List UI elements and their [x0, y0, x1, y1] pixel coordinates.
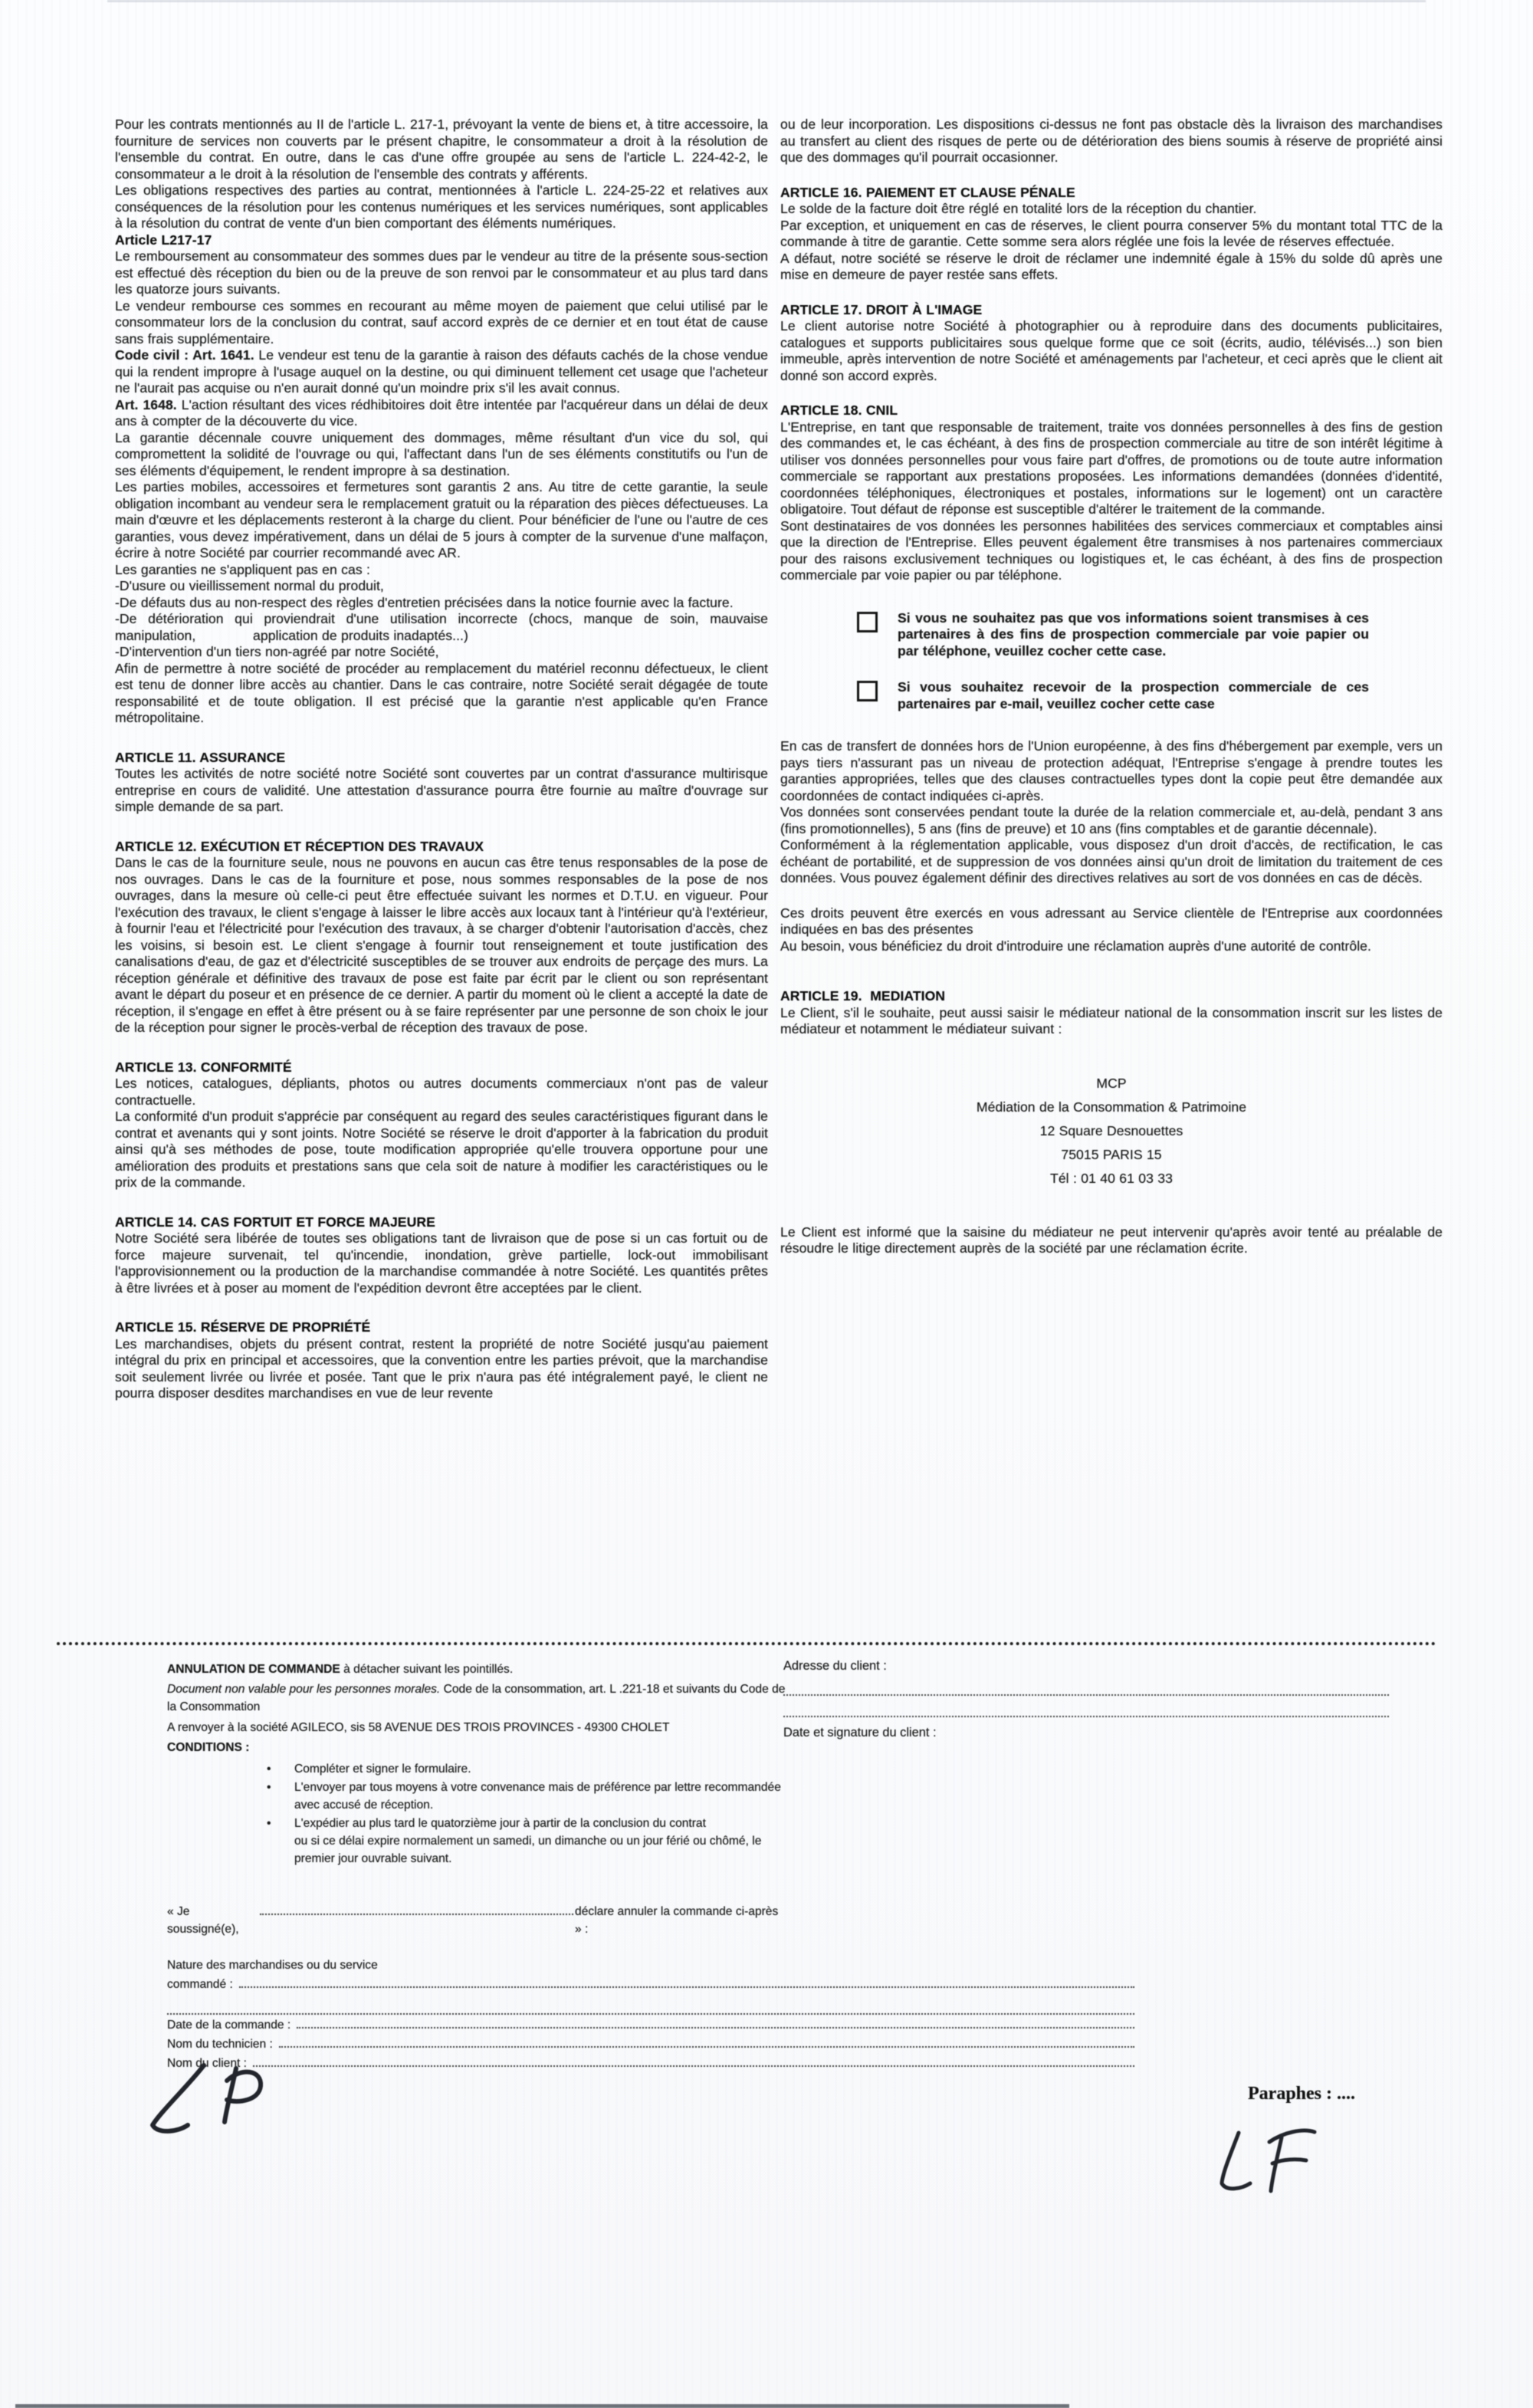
- handwritten-initials-lf: [1213, 2124, 1328, 2200]
- list-item: -D'usure ou vieillissement normal du produit,: [115, 578, 384, 593]
- goods-nature-label: Nature des marchandises ou du service: [167, 1959, 378, 1972]
- article-heading-force-majeure: ARTICLE 14. CAS FORTUIT ET FORCE MAJEURE: [115, 1214, 435, 1230]
- name-fill-line: [260, 1903, 573, 1915]
- technician-name-field: [167, 2035, 1134, 2053]
- field-label: commandé :: [167, 1978, 233, 1991]
- checkbox-icon[interactable]: [857, 681, 878, 701]
- paragraph: En cas de transfert de données hors de l'Union européenne, à des fins d'hébergement par exemple, vers un pays tiers n'assurant pas un niveau de protection adéquat, l'Entreprise s'engage à prendre toutes les garanties appropriées, telles que des clauses contractuelles types dont la copie peut être demandée aux coordonnées de contact indiquées ci-après.: [780, 738, 1443, 803]
- dotted-fill-line: [239, 1976, 1134, 1988]
- order-date-field: [167, 2016, 1134, 2034]
- paragraph: Le vendeur rembourse ces sommes en recourant au même moyen de paiement que celui utilisé par le consommateur lors de la conclusion du contrat, sauf accord exprès de ce dernier et en tout état de cause sans frais supplémentaire.: [115, 297, 768, 347]
- scan-artifact-bottom-edge: [15, 2404, 1069, 2408]
- bold-lead: Art. 1648.: [115, 396, 177, 412]
- bullet-icon: •: [267, 1762, 271, 1776]
- handwritten-initials-lp: [140, 2059, 277, 2147]
- checkbox-label: Si vous souhaitez recevoir de la prospection commerciale de ces partenaires par e-mail, veuillez cocher cette case: [898, 679, 1369, 711]
- paragraph: Toutes les activités de notre société notre Société sont couvertes par un contrat d'assurance multirisque entreprise en cours de validité. Une attestation d'assurance pourra être fournie au maître d'ouvrage sur simple demande de sa part.: [115, 766, 768, 814]
- article-heading-assurance: ARTICLE 11. ASSURANCE: [115, 749, 286, 765]
- note-rest: Code de la consommation, art. L .221-18 et suivants du Code de la Consommation: [167, 1683, 786, 1713]
- list-item: [267, 1815, 788, 1868]
- paragraph: Ces droits peuvent être exercés en vous adressant au Service clientèle de l'Entreprise aux coordonnées indiquées en bas des présentes: [780, 905, 1443, 937]
- paragraph: Pour les contrats mentionnés au II de l'article L. 217-1, prévoyant la vente de biens et, à titre accessoire, la fourniture de services non couverts par le présent chapitre, le consommateur a droit à la résolution de l'ensemble du contrat. En outre, dans le cas d'une offre groupée au sens de l'article L. 224-42-2, le consommateur a le droit à la résolution de l'ensemble des contrats y afférents.: [115, 117, 768, 182]
- list-item: -D'intervention d'un tiers non-agréé par notre Société,: [115, 644, 439, 659]
- paragraph: Les garanties ne s'appliquent pas en cas :: [115, 561, 370, 577]
- mediator-organization: Médiation de la Consommation & Patrimoine: [976, 1099, 1247, 1115]
- paragraph: La conformité d'un produit s'apprécie par conséquent au regard des seules caractéristiques figurant dans le contrat et avenants qui y sont joints. Notre Société se réserve le droit d'apporter à la fabrication du produit ainsi qu'à ses méthodes de pose, toute modification appropriée qu'elle trouvera opportune pour une amélioration des produits et prestations sans que cela soit de nature à modifier les caractéristiques ou le prix de la commande.: [115, 1109, 768, 1190]
- return-address-line: A renvoyer à la société AGILECO, sis 58 AVENUE DES TROIS PROVINCES - 49300 CHOLET: [167, 1721, 670, 1734]
- mediator-name: MCP: [1096, 1075, 1127, 1091]
- scan-artifact-top-edge: [107, 0, 1426, 2]
- paragraph: Le remboursement au consommateur des sommes dues par le vendeur au titre de la présente sous-section est effectué dès réception du bien ou de la preuve de son renvoi par le consommateur et au plus tard dans les quatorze jours suivants.: [115, 248, 768, 297]
- client-address-label: Adresse du client :: [783, 1659, 887, 1673]
- list-item: [267, 1760, 788, 1778]
- paragraph: Dans le cas de la fourniture seule, nous ne pouvons en aucun cas être tenus responsables de la pose de nos ouvrages. Dans le cas de la fourniture et pose, nous sommes responsables de la pose de nos ouvrages, dans la mesure où celle-ci peut être effectuée suivant les normes et D.T.U. en vigueur. Pour l'exécution des travaux, le client s'engage à laisser le libre accès aux locaux tant à l'intérieur qu'à l'extérieur, à fournir l'eau et l'électricité pour l'exécution des travaux, à se charger d'obtenir l'autorisation d'accès, chez les voisins, si besoin est. Le client s'engage à fournir tout renseignement et toute justification des canalisations d'eau, de gaz et d'électricité susceptibles de se trouver aux endroits de perçage des murs. La réception générale et définitive des travaux de pose est faite par écrit par le client ou son représentant avant le départ du poseur et en présence de ce dernier. A partir du moment où le client a accepté la date de réception, il s'engage en effet à être présent ou à se faire représenter par une personne de son choix le jour de la réception pour signer le procès-verbal de réception des travaux de pose.: [115, 855, 768, 1035]
- paraphes-label: Paraphes : ....: [1248, 2084, 1355, 2104]
- paragraph: [115, 347, 768, 397]
- checkbox-icon[interactable]: [857, 612, 878, 632]
- paragraph: Le Client, s'il le souhaite, peut aussi saisir le médiateur national de la consommation inscrit sur les listes de médiateur et notamment le médiateur suivant :: [780, 1004, 1443, 1036]
- paragraph: ou de leur incorporation. Les dispositions ci-dessus ne font pas obstacle dès la livraison des marchandises au transfert au client des risques de perte ou de détérioration des biens soumis à réserve de propriété ainsi que des dommages qu'il pourrait occasionner.: [780, 117, 1443, 165]
- article-heading-droit-image: ARTICLE 17. DROIT À L'IMAGE: [780, 301, 983, 317]
- list-item-text: L'envoyer par tous moyens à votre convenance mais de préférence par lettre recommandée avec accusé de réception.: [294, 1781, 781, 1812]
- paragraph: Les marchandises, objets du présent contrat, restent la propriété de notre Société jusqu'au paiement intégral du prix en principal et accessoires, que la convention entre les parties prévoit, que la marchandise soit seulement livrée ou livrée et posée. Tant que le prix n'aura pas été intégralement payé, le client ne pourra disposer desdites marchandises en vue de leur revente: [115, 1335, 768, 1401]
- dotted-fill-line: [279, 2036, 1134, 2048]
- terms-right-column: [780, 117, 1443, 1257]
- cancellation-title-bold: ANNULATION DE COMMANDE: [167, 1663, 340, 1676]
- paragraph: Les parties mobiles, accessoires et fermetures sont garantis 2 ans. Au titre de cette garantie, la seule obligation incombant au vendeur sera le remplacement gratuit ou la réparation des pièces défectueuses. La main d'œuvre et les déplacements resteront à la charge du client. Pour bénéficier de l'une ou l'autre de ces garanties, vous devez impérativement, dans un délai de 5 jours à compter de la survenue d'une malfaçon, écrire à notre Société par courrier recommandé avec AR.: [115, 479, 768, 560]
- paragraph-text: L'action résultant des vices rédhibitoires doit être intentée par l'acquéreur dans un délai de deux ans à compter de la découverte du vice.: [115, 396, 768, 429]
- conditions-list: [267, 1760, 788, 1868]
- paragraph-text: Le vendeur est tenu de la garantie à raison des défauts cachés de la chose vendue qui la rendent impropre à l'usage auquel on la destine, ou qui diminuent tellement cet usage que l'acheteur ne l'aurait pas acquise ou n'en aurait donné qu'un moindre prix s'il les avait connus.: [115, 347, 768, 396]
- note-italic: Document non valable pour les personnes morales.: [167, 1683, 441, 1696]
- paragraph: La garantie décennale couvre uniquement des dommages, même résultant d'un vice du sol, qui compromettent la solidité de l'ouvrage ou qui, l'affectant dans l'un de ses éléments constitutifs ou l'un de ses éléments d'équipement, le rendent impropre à sa destination.: [115, 429, 768, 478]
- mediator-city: 75015 PARIS 15: [1061, 1146, 1162, 1162]
- client-signature-label: Date et signature du client :: [783, 1726, 937, 1739]
- list-item-line2: ou si ce délai expire normalement un samedi, un dimanche ou un jour férié ou chômé, le premier jour ouvrable suivant.: [294, 1835, 762, 1865]
- field-label: Nom du technicien :: [167, 2038, 273, 2051]
- dotted-fill-line: [167, 2004, 1134, 2015]
- list-item: -De défauts dus au non-respect des règles d'entretien précisées dans la notice fournie avec la facture.: [115, 594, 734, 610]
- paragraph: Sont destinataires de vos données les personnes habilitées des services commerciaux et comptables ainsi que la direction de l'Entreprise. Elles peuvent également être transmises à nos partenaires commerciaux pour des raisons exclusivement techniques ou logistiques et, le cas échéant, à des fins de prospection commerciale par voie papier ou par téléphone.: [780, 517, 1443, 583]
- article-heading-reserve-propriete: ARTICLE 15. RÉSERVE DE PROPRIÉTÉ: [115, 1319, 371, 1335]
- article-heading: Article L217-17: [115, 232, 212, 248]
- optout-paper-phone-row: [857, 610, 1369, 660]
- tear-off-dotted-separator: [57, 1642, 1436, 1645]
- terms-left-column: [115, 117, 768, 1402]
- paragraph: Vos données sont conservées pendant toute la durée de la relation commerciale et, au-delà, pendant 3 ans (fins promotionnelles), 5 ans (fins de preuve) et 10 ans (fins comptables et de garantie décennale).: [780, 804, 1443, 836]
- paragraph: Au besoin, vous bénéficiez du droit d'introduire une réclamation auprès d'une autorité de contrôle.: [780, 938, 1371, 954]
- paragraph: Le solde de la facture doit être réglé en totalité lors de la réception du chantier.: [780, 201, 1257, 216]
- goods-nature-field: [167, 1976, 1134, 1993]
- dotted-fill-line: [297, 2017, 1134, 2029]
- field-label: Nom du client :: [167, 2057, 248, 2070]
- list-item-text: [294, 1815, 788, 1868]
- paragraph: Conformément à la réglementation applicable, vous disposez d'un droit d'accès, de rectification, le cas échéant de portabilité, et de suppression de vos données ainsi qu'un droit de limitation du traitement de ces données. Vous pouvez également définir des directives relatives au sort de vos données en cas de décès.: [780, 837, 1443, 885]
- declaration-prefix: « Je soussigné(e),: [167, 1905, 239, 1936]
- article-heading-paiement: ARTICLE 16. PAIEMENT ET CLAUSE PÉNALE: [780, 184, 1075, 200]
- bullet-icon: •: [267, 1781, 271, 1794]
- conditions-label: CONDITIONS :: [167, 1741, 250, 1754]
- list-item-text: Compléter et signer le formulaire.: [294, 1762, 471, 1776]
- declaration-suffix: déclare annuler la commande ci-après » :: [575, 1905, 779, 1936]
- paragraph: Par exception, et uniquement en cas de réserves, le client pourra conserver 5% du montant total TTC de la commande à titre de garantie. Cette somme sera alors réglée une fois la levée de réserves effectuée.: [780, 217, 1443, 249]
- mediator-street: 12 Square Desnouettes: [1039, 1122, 1183, 1138]
- article-heading-execution-travaux: ARTICLE 12. EXÉCUTION ET RÉCEPTION DES TRAVAUX: [115, 838, 484, 854]
- client-address-block: [783, 1657, 1441, 1741]
- paragraph: L'Entreprise, en tant que responsable de traitement, traite vos données personnelles à des fins de gestion des commandes et, le cas échéant, à des fins de prospection commerciale au titre de son intérêt légitime à utiliser vos données personnelles pour vous faire part d'offres, de promotions ou de toute autre information commerciale se rapportant aux prestations proposées. Les informations demandées (données d'identité, coordonnées téléphoniques, électroniques et postales, informations sur le logement) ont un caractère obligatoire. Tout défaut de réponse est susceptible d'altérer le traitement de la commande.: [780, 419, 1443, 517]
- mediator-phone: Tél : 01 40 61 03 33: [1050, 1170, 1173, 1186]
- paragraph: Notre Société sera libérée de toutes ses obligations tant de livraison que de pose si un cas fortuit ou de force majeure survenait, tel qu'incendie, inondation, grève partielle, lock-out immobilisant l'approvisionnement ou la production de la marchandise commandée à notre Société. Les quantités prêtes à être livrées et à poser au moment de l'expédition devront être acceptées par le client.: [115, 1230, 768, 1296]
- article-heading-conformite: ARTICLE 13. CONFORMITÉ: [115, 1059, 292, 1075]
- paragraph: A défaut, notre société se réserve le droit de réclamer une indemnité égale à 15% du solde dû après une mise en demeure de payer restée sans effets.: [780, 250, 1443, 282]
- mediator-contact-block: [780, 1072, 1443, 1191]
- checkbox-label: Si vous ne souhaitez pas que vos informations soient transmises à ces partenaires à des fins de prospection commerciale par voie papier ou par téléphone, veuillez cocher cette case.: [898, 609, 1369, 659]
- field-label: Date de la commande :: [167, 2019, 291, 2032]
- dotted-fill-line: [253, 2055, 1134, 2067]
- list-item: [267, 1779, 788, 1814]
- dotted-fill-line: [783, 1707, 1389, 1717]
- optin-email-row: [857, 679, 1369, 712]
- cancellation-legal-note: [167, 1680, 788, 1716]
- paragraph: Le client autorise notre Société à photographier ou à reproduire dans des documents publicitaires, catalogues et supports publicitaires sous quelque forme que ce soit (écrits, audio, télévisés...) son bien immeuble, après intervention de notre Société et aménagements par l'acheteur, et ceci après que le client ait donné son accord exprès.: [780, 318, 1443, 383]
- declaration-row: [167, 1903, 780, 1938]
- bold-lead: Code civil : Art. 1641.: [115, 347, 254, 363]
- article-heading-mediation: ARTICLE 19. MEDIATION: [780, 988, 946, 1004]
- article-heading-cnil: ARTICLE 18. CNIL: [780, 402, 898, 418]
- dotted-fill-line: [783, 1685, 1389, 1696]
- bullet-icon: •: [267, 1817, 271, 1830]
- cancellation-title-rest: à détacher suivant les pointillés.: [340, 1663, 514, 1676]
- paragraph: Les obligations respectives des parties au contrat, mentionnées à l'article L. 224-25-22 et relatives aux conséquences de la résolution pour les contenus numériques et les services numériques, sont applicables à la résolution du contrat de vente d'un bien comportant des éléments numériques.: [115, 182, 768, 231]
- list-item-line1: L'expédier au plus tard le quatorzième jour à partir de la conclusion du contrat: [294, 1817, 706, 1830]
- paragraph: [115, 397, 768, 430]
- list-item: -De détérioration qui proviendrait d'une utilisation incorrecte (chocs, manque de soin, mauvaise manipulation, application de produits inadaptés...): [115, 611, 768, 643]
- paragraph: Le Client est informé que la saisine du médiateur ne peut intervenir qu'après avoir tenté au préalable de résoudre le litige directement auprès de la société par une réclamation écrite.: [780, 1224, 1443, 1256]
- client-name-field: [167, 2055, 1134, 2072]
- paragraph: Afin de permettre à notre société de procéder au remplacement du matériel reconnu défectueux, le client est tenu de donner libre accès au chantier. Dans le cas contraire, notre Société serait dégagée de toute responsabilité et de toute obligation. Il est précisé que la garantie n'est applicable qu'en France métropolitaine.: [115, 660, 768, 725]
- paragraph: Les notices, catalogues, dépliants, photos ou autres documents commerciaux n'ont pas de valeur contractuelle.: [115, 1076, 768, 1108]
